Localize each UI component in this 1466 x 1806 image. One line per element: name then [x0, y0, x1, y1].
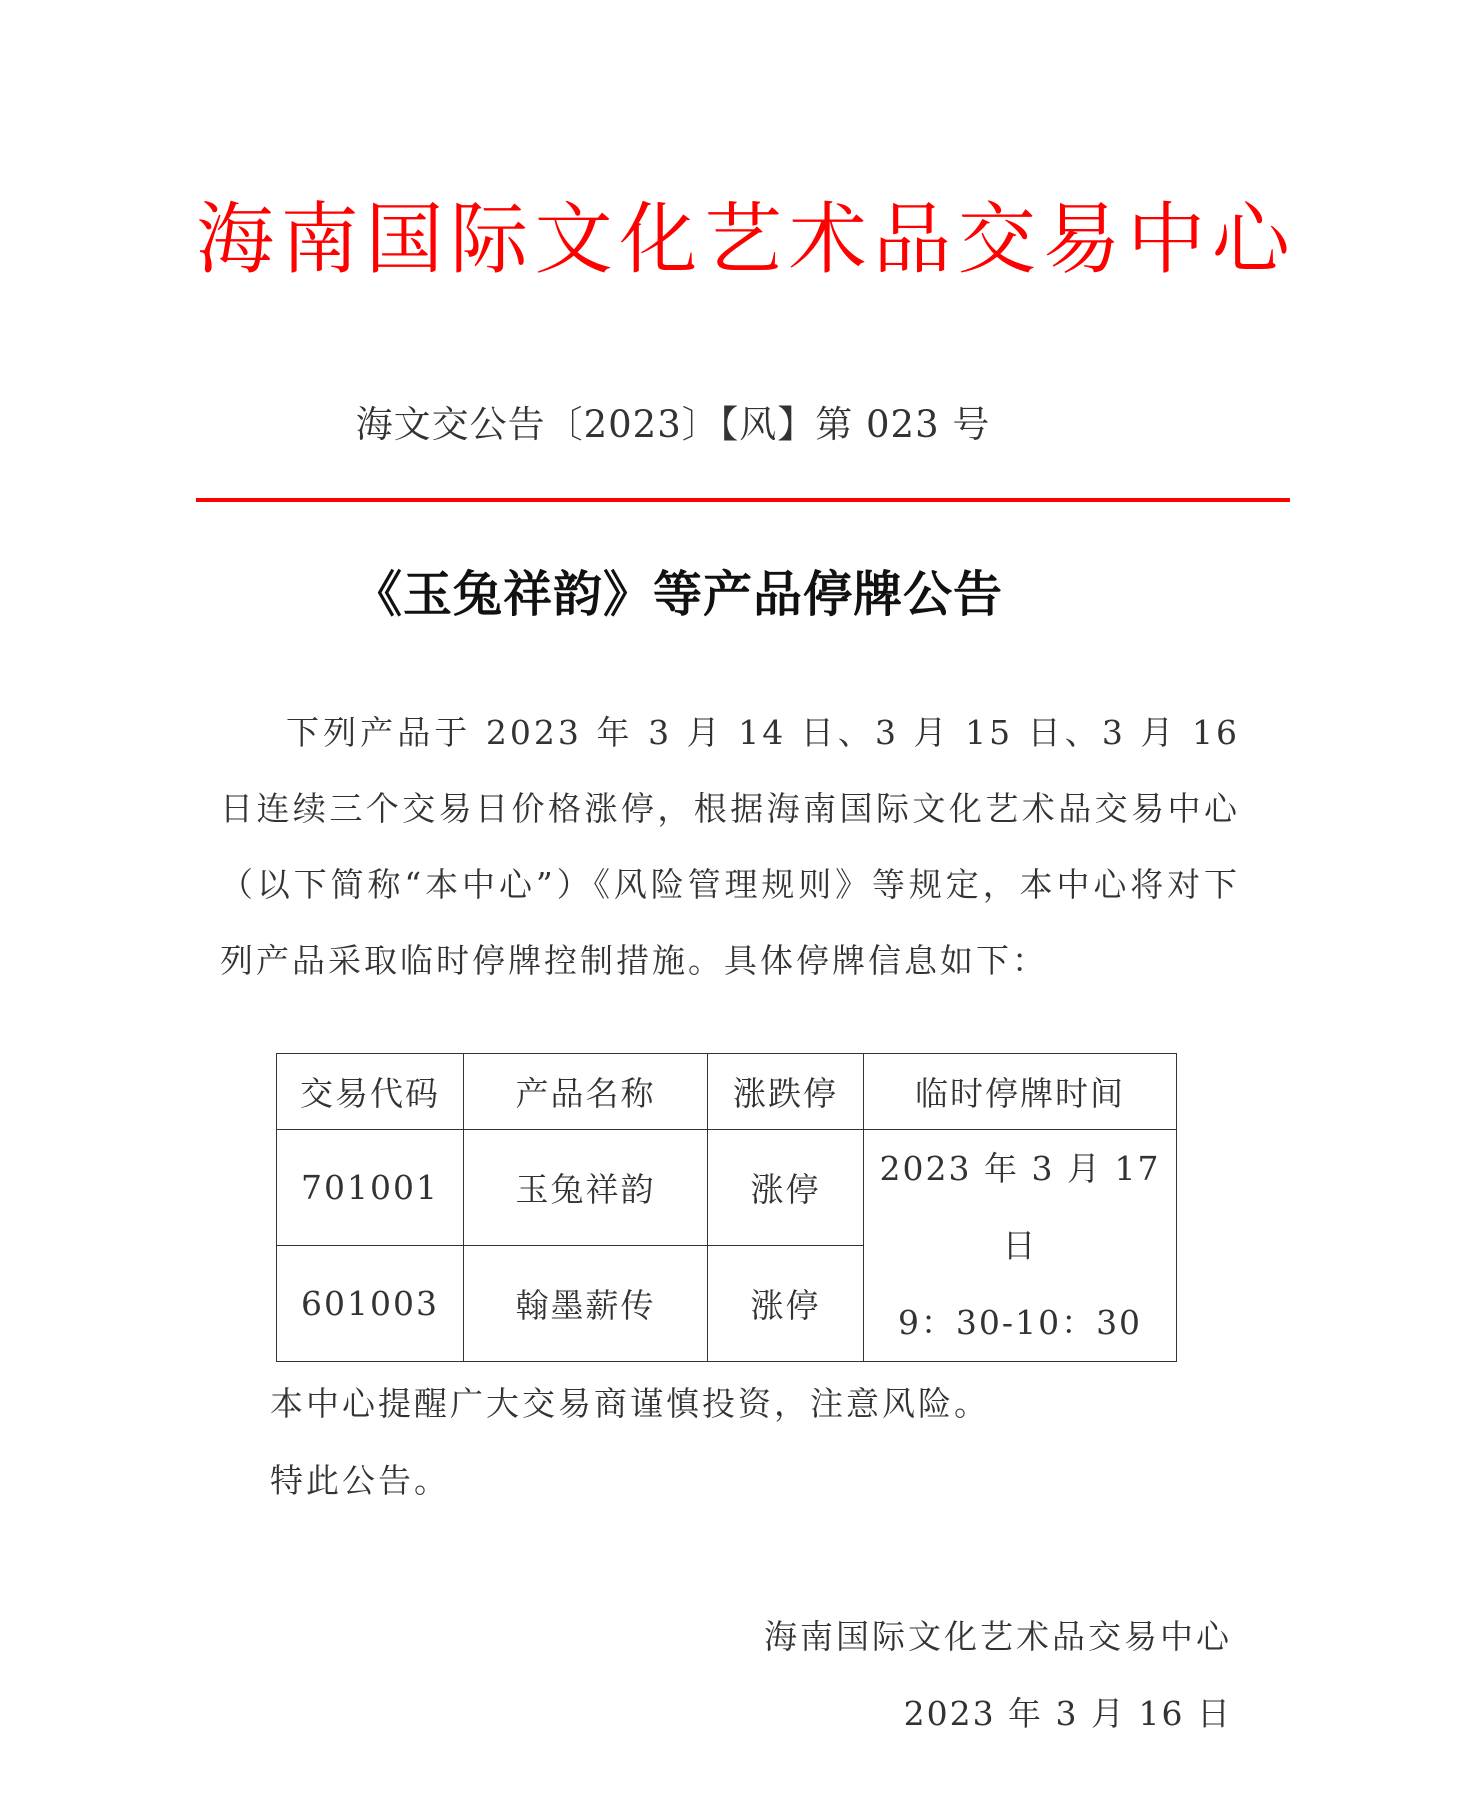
suspend-time-range: 9：30-10：30	[897, 1303, 1143, 1342]
org-header-char: 际	[449, 195, 528, 285]
org-header-char: 易	[1042, 195, 1121, 285]
risk-reminder: 本中心提醒广大交易商谨慎投资，注意风险。	[270, 1384, 990, 1423]
signature-org: 海南国际文化艺术品交易中心	[764, 1617, 1232, 1656]
org-header-char: 海	[196, 195, 275, 285]
org-header-char: 国	[365, 195, 444, 285]
header-suspend-time: 临时停牌时间	[864, 1054, 1177, 1130]
cell-limit-status: 涨停	[708, 1130, 864, 1246]
org-header-char: 南	[280, 195, 359, 285]
suspend-date: 2023 年 3 月 17 日	[879, 1149, 1161, 1265]
org-header-char: 交	[957, 195, 1036, 285]
cell-suspend-time	[864, 1130, 1177, 1362]
document-number: 海文交公告〔2023〕【风】第 023 号	[355, 403, 991, 446]
cell-trade-code: 601003	[277, 1246, 464, 1362]
org-header-char: 心	[1211, 195, 1290, 285]
org-header-char: 中	[1127, 195, 1206, 285]
header-trade-code: 交易代码	[277, 1054, 464, 1130]
red-divider	[196, 498, 1290, 502]
cell-trade-code: 701001	[277, 1130, 464, 1246]
table-row	[277, 1130, 1177, 1246]
cell-product-name: 玉兔祥韵	[464, 1130, 708, 1246]
org-header-char: 艺	[703, 195, 782, 285]
table-header-row	[277, 1054, 1177, 1130]
closing-line: 特此公告。	[270, 1461, 450, 1500]
org-header-char: 化	[619, 195, 698, 285]
cell-limit-status: 涨停	[708, 1246, 864, 1362]
org-header-char: 品	[873, 195, 952, 285]
org-header-char: 术	[788, 195, 867, 285]
suspension-table	[276, 1053, 1177, 1362]
header-product-name: 产品名称	[464, 1054, 708, 1130]
org-header-char: 文	[534, 195, 613, 285]
header-limit-status: 涨跌停	[708, 1054, 864, 1130]
signature-date: 2023 年 3 月 16 日	[903, 1694, 1232, 1733]
notice-title: 《玉兔祥韵》等产品停牌公告	[352, 566, 1003, 623]
cell-product-name: 翰墨薪传	[464, 1246, 708, 1362]
notice-body: 下列产品于 2023 年 3 月 14 日、3 月 15 日、3 月 16 日连续三个交易日价格涨停，根据海南国际文化艺术品交易中心（以下简称“本中心”）《风险管理规则》等规定，本中心将对下列产品采取临时停牌控制措施。具体停牌信息如下：	[220, 713, 1240, 980]
org-header	[196, 178, 1290, 288]
